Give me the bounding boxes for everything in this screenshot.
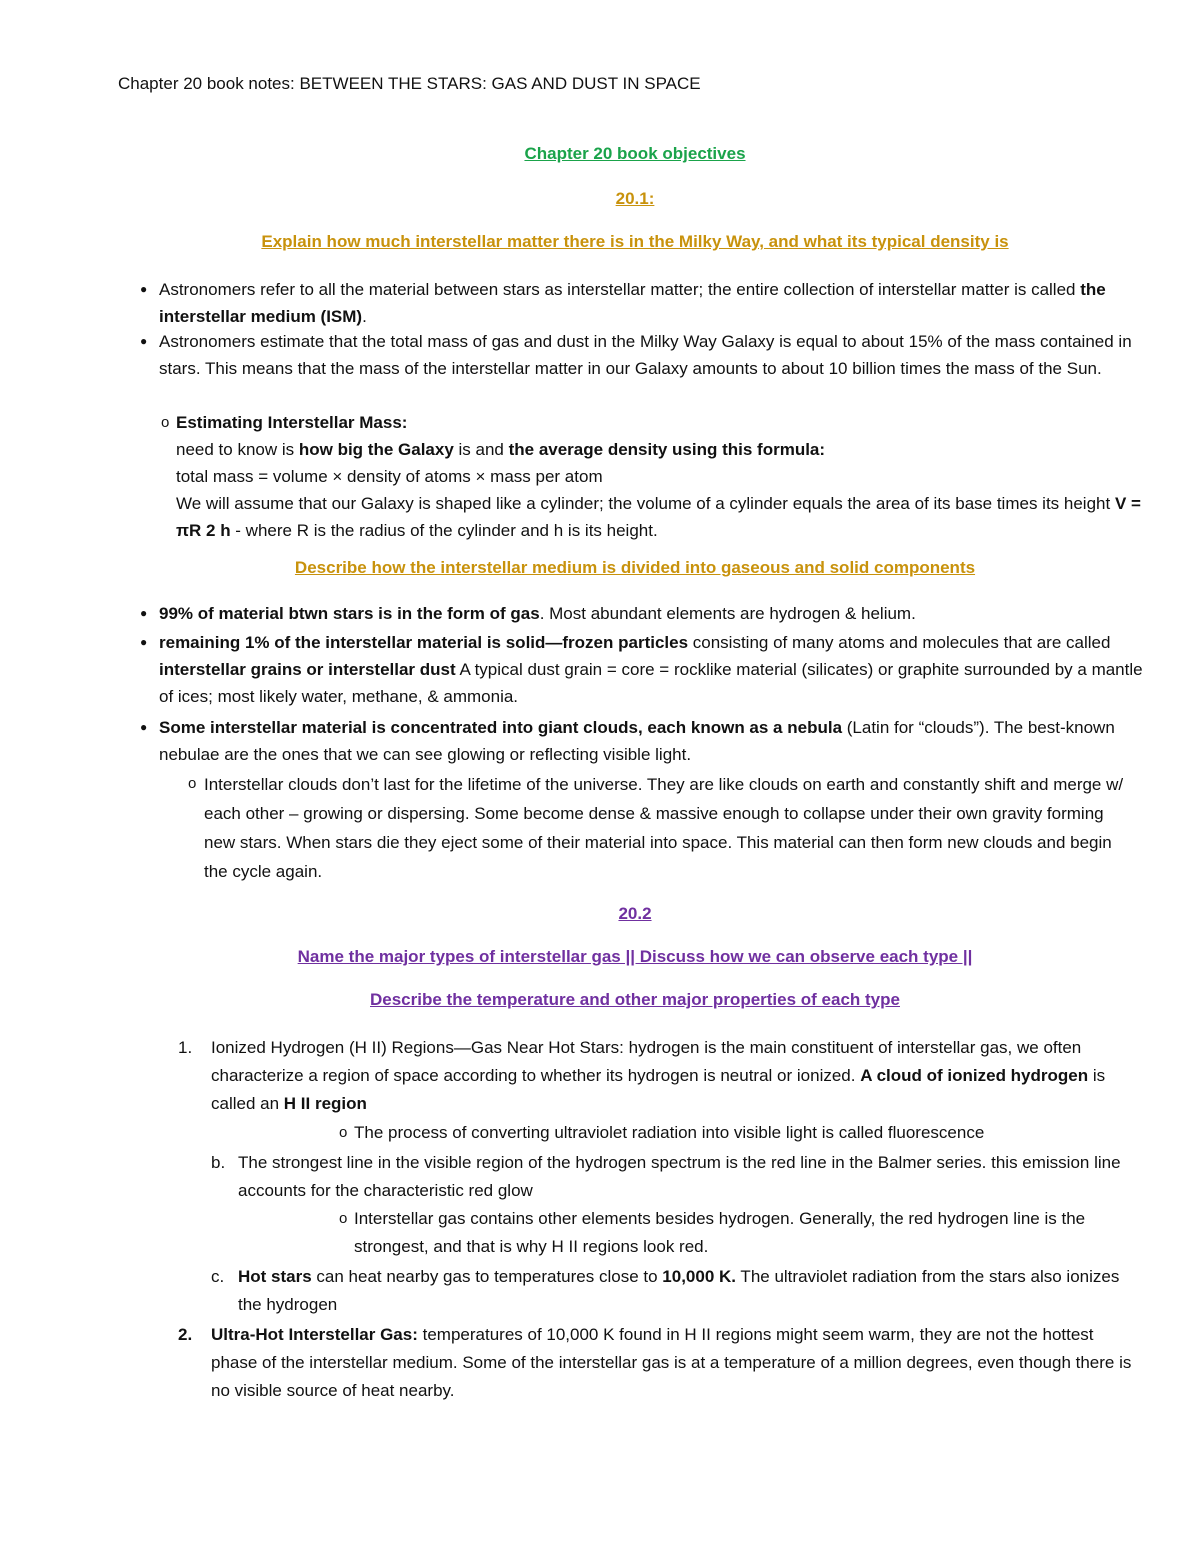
bullet-solid-percent: remaining 1% of the interstellar material is solid—frozen particles consisting of many atoms and molecules that are called interstellar grains or interstellar dust A typical dust grain = core = rocklike material (silicates) or graphite surrounded by a mantle of ices; most likely water, methane, & ammonia. — [159, 633, 1143, 706]
bullet-icon: ● — [140, 720, 148, 734]
sub-bullet-icon: o — [339, 1210, 348, 1227]
bullet-icon: ● — [140, 282, 148, 296]
objectives-heading: Chapter 20 book objectives — [524, 144, 746, 163]
estimating-mass-block: Estimating Interstellar Mass: need to know is how big the Galaxy is and the average density using this formula: total mass = volume × density of atoms × mass per atom We will assume that our Galaxy is shaped like a cylinder; the volume of a cylinder equals the area of its base times its height V = πR 2 h - where R is the radius of the cylinder and h is its height. — [176, 409, 1146, 544]
title-prefix: Chapter 20 book notes: — [118, 74, 295, 93]
objective-interstellar-matter: Explain how much interstellar matter there is in the Milky Way, and what its typical density is — [261, 232, 1009, 251]
fluorescence-text: The process of converting ultraviolet radiation into visible light is called fluorescence — [354, 1123, 985, 1142]
bullet-total-mass: Astronomers estimate that the total mass of gas and dust in the Milky Way Galaxy is equal to about 15% of the mass contained in stars. This means that the mass of the interstellar matter in our Galaxy amounts to about 10 billion times the mass of the Sun. — [159, 332, 1132, 378]
bullet-icon: ● — [140, 334, 148, 348]
document-title — [118, 74, 701, 94]
mass-formula: total mass = volume × density of atoms × mass per atom — [176, 467, 603, 486]
sub-bullet-icon: o — [339, 1124, 348, 1141]
bullet-nebula: Some interstellar material is concentrated into giant clouds, each known as a nebula (Latin for “clouds”). The best-known nebulae are the ones that we can see glowing or reflecting visible light. — [159, 718, 1115, 764]
cloud-cycle-text: Interstellar clouds don’t last for the lifetime of the universe. They are like clouds on earth and constantly shift and merge w/ each other – growing or dispersing. Some become dense & massive enough to collapse under their own gravity forming new stars. When stars die they eject some of their material into space. This material can then form new clouds and begin the cycle again. — [204, 775, 1124, 881]
bullet-ism-definition: Astronomers refer to all the material between stars as interstellar matter; the entire collection of interstellar matter is called the interstellar medium (ISM). — [159, 280, 1106, 326]
estimating-mass-label: Estimating Interstellar Mass: — [176, 413, 408, 432]
item-hot-stars: Hot stars can heat nearby gas to temperatures close to 10,000 K. The ultraviolet radiation from the stars also ionizes the hydrogen — [238, 1267, 1120, 1314]
item-balmer-red-line: The strongest line in the visible region of the hydrogen spectrum is the red line in the Balmer series. this emission line accounts for the characteristic red glow — [238, 1153, 1121, 1200]
item-ionized-hydrogen: Ionized Hydrogen (H II) Regions—Gas Near Hot Stars: hydrogen is the main constituent of interstellar gas, we often characterize a region of space according to whether its hydrogen is neutral or ionized. A cloud of ionized hydrogen is called an H II region — [211, 1038, 1106, 1113]
section-20-1-label: 20.1: — [615, 189, 655, 208]
bullet-icon: ● — [140, 635, 148, 649]
objective-gas-types: Name the major types of interstellar gas || Discuss how we can observe each type || — [297, 947, 973, 966]
objective-temperature: Describe the temperature and other major properties of each type — [370, 990, 900, 1009]
sub-bullet-icon: o — [161, 414, 170, 431]
section-20-2-label: 20.2 — [618, 904, 652, 923]
bullet-icon: ● — [140, 606, 148, 620]
objective-gas-solid: Describe how the interstellar medium is divided into gaseous and solid components — [294, 558, 976, 577]
sub-bullet-icon: o — [188, 775, 197, 792]
bullet-gas-percent: 99% of material btwn stars is in the form of gas. Most abundant elements are hydrogen & helium. — [159, 604, 916, 623]
list-marker: 2. — [178, 1325, 193, 1344]
title-main: BETWEEN THE STARS: GAS AND DUST IN SPACE — [299, 74, 701, 93]
item-ultra-hot-gas: Ultra-Hot Interstellar Gas: temperatures of 10,000 K found in H II regions might seem warm, they are not the hottest phase of the interstellar medium. Some of the interstellar gas is at a temperature of a million degrees, even though there is no visible source of heat nearby. — [211, 1325, 1132, 1400]
list-marker: 1. — [178, 1038, 193, 1057]
list-marker: b. — [211, 1153, 226, 1172]
red-hydrogen-text: Interstellar gas contains other elements besides hydrogen. Generally, the red hydrogen line is the strongest, and that is why H II regions look red. — [354, 1209, 1086, 1256]
list-marker: c. — [211, 1267, 225, 1286]
